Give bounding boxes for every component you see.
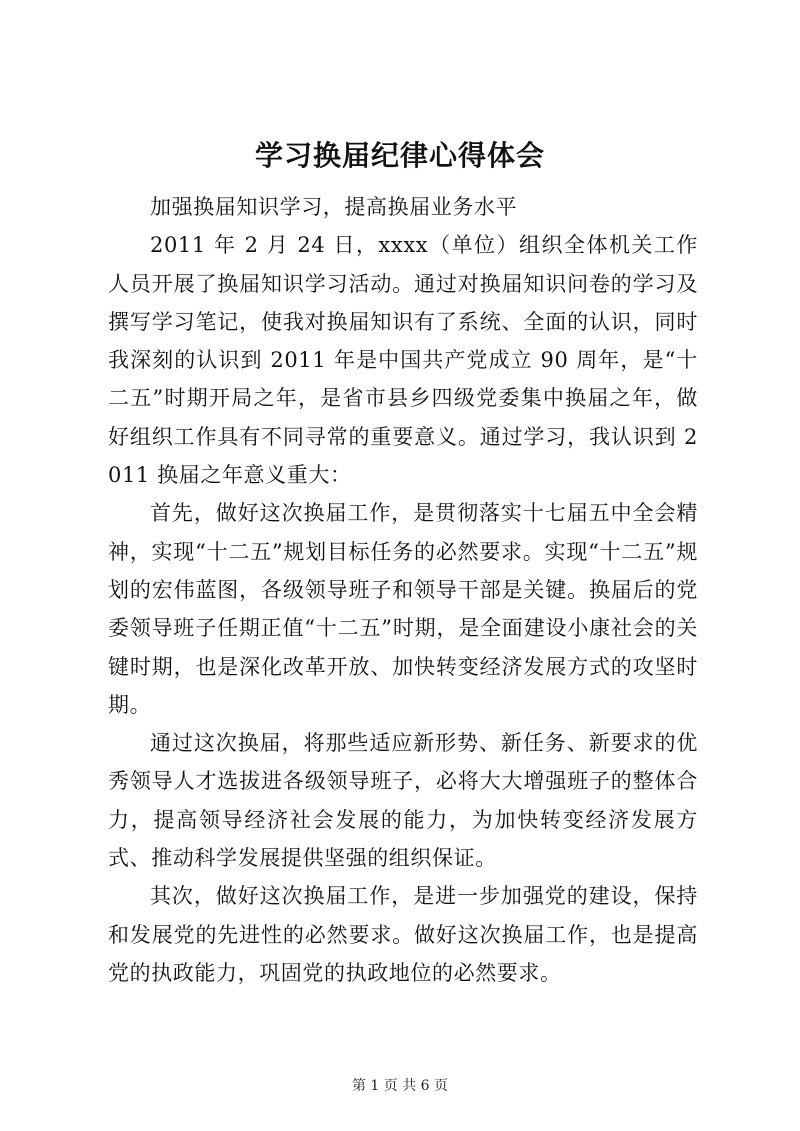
paragraph-1: 2011 年 2 月 24 日，xxxx（单位）组织全体机关工作人员开展了换届知识学习活动。通过对换届知识问卷的学习及撰写学习笔记，使我对换届知识有了系统、全面的认识，同时我深刻的认识到 2011 年是中国共产党成立 90 周年，是“十二五”时期开局之年，是省市县乡四级党委集中换届之年，做好组织工作具有不同寻常的重要意义。通过学习，我认识到 2011 换届之年意义重大： [108, 233, 698, 488]
paragraph-4: 其次，做好这次换届工作，是进一步加强党的建设，保持和发展党的先进性的必然要求。做好这次换届工作，也是提高党的执政能力，巩固党的执政地位的必然要求。 [108, 884, 698, 985]
paragraph-3: 通过这次换届，将那些适应新形势、新任务、新要求的优秀领导人才选拔进各级领导班子，必将大大增强班子的整体合力，提高领导经济社会发展的能力，为加快转变经济发展方式、推动科学发展提供坚强的组织保证。 [108, 731, 698, 871]
document-body [108, 188, 698, 992]
document-title: 学习换届纪律心得体会 [254, 139, 545, 172]
paragraph-2: 首先，做好这次换届工作，是贯彻落实十七届五中全会精神，实现“十二五”规划目标任务的必然要求。实现“十二五”规划的宏伟蓝图，各级领导班子和领导干部是关键。换届后的党委领导班子任期正值“十二五”时期，是全面建设小康社会的关键时期，也是深化改革开放、加快转变经济发展方式的攻坚时期。 [108, 501, 698, 717]
paragraph-subtitle: 加强换届知识学习，提高换届业务水平 [150, 195, 518, 219]
page-number-footer: 第 1 页 共 6 页 [351, 1078, 449, 1094]
